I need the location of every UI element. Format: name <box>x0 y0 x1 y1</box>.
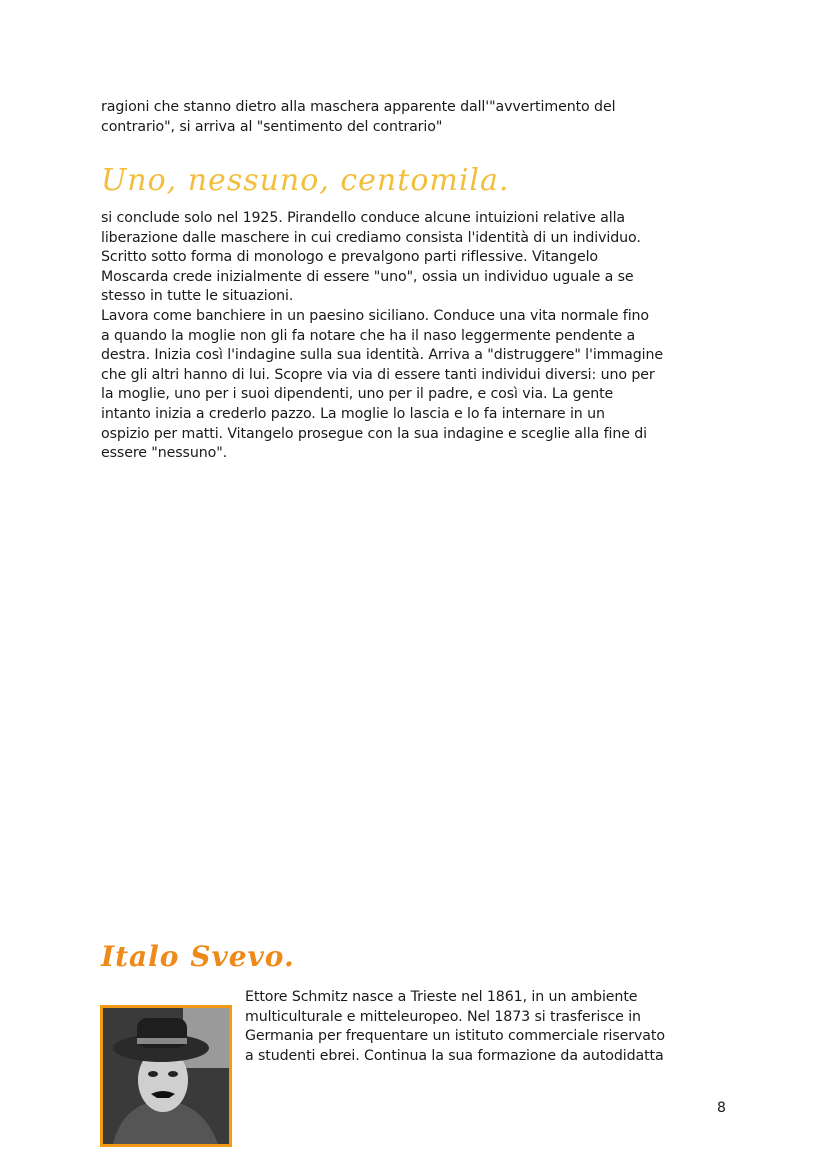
text-line: che gli altri hanno di lui. Scopre via via di essere tanti individui diversi: uno per <box>101 366 655 383</box>
intro-paragraph <box>101 98 615 137</box>
text-line: ospizio per matti. Vitangelo prosegue con la sua indagine e sceglie alla fine di <box>101 425 647 442</box>
section-heading-italo-svevo: Italo Svevo. <box>101 940 295 973</box>
portrait-photo <box>100 1005 232 1147</box>
text-line: si conclude solo nel 1925. Pirandello conduce alcune intuizioni relative alla <box>101 210 626 226</box>
text-line: intanto inizia a crederlo pazzo. La moglie lo lascia e lo fa internare in un <box>101 405 605 422</box>
text-line: la moglie, uno per i suoi dipendenti, uno per il padre, e così via. La gente <box>101 386 614 403</box>
text-line: destra. Inizia così l'indagine sulla sua identità. Arriva a "distruggere" l'immagine <box>101 347 663 364</box>
page-number: 8 <box>717 1100 726 1116</box>
text-line: ragioni che stanno dietro alla maschera apparente dall'"avvertimento del <box>101 99 616 115</box>
text-line: Germania per frequentare un istituto commerciale riservato <box>245 1028 665 1045</box>
portrait-illustration <box>103 1008 229 1144</box>
text-line: Scritto sotto forma di monologo e prevalgono parti riflessive. Vitangelo <box>101 249 599 266</box>
text-line: a studenti ebrei. Continua la sua formazione da autodidatta <box>245 1047 664 1064</box>
section1-paragraph <box>101 209 663 464</box>
text-line: a quando la moglie non gli fa notare che ha il naso leggermente pendente a <box>101 327 636 344</box>
text-line: liberazione dalle maschere in cui crediamo consista l'identità di un individuo. <box>101 229 641 246</box>
text-line: Ettore Schmitz nasce a Trieste nel 1861, in un ambiente <box>245 989 638 1005</box>
section-heading-uno-nessuno-centomila: Uno, nessuno, centomila. <box>101 163 510 198</box>
text-line: essere "nessuno". <box>101 445 228 462</box>
text-line: multiculturale e mitteleuropeo. Nel 1873 si trasferisce in <box>245 1008 641 1025</box>
svevo-paragraph <box>245 988 665 1066</box>
text-line: stesso in tutte le situazioni. <box>101 288 294 305</box>
text-line: Moscarda crede inizialmente di essere "uno", ossia un individuo uguale a se <box>101 268 634 285</box>
text-line: Lavora come banchiere in un paesino siciliano. Conduce una vita normale fino <box>101 307 650 324</box>
text-line: contrario", si arriva al "sentimento del contrario" <box>101 118 443 135</box>
